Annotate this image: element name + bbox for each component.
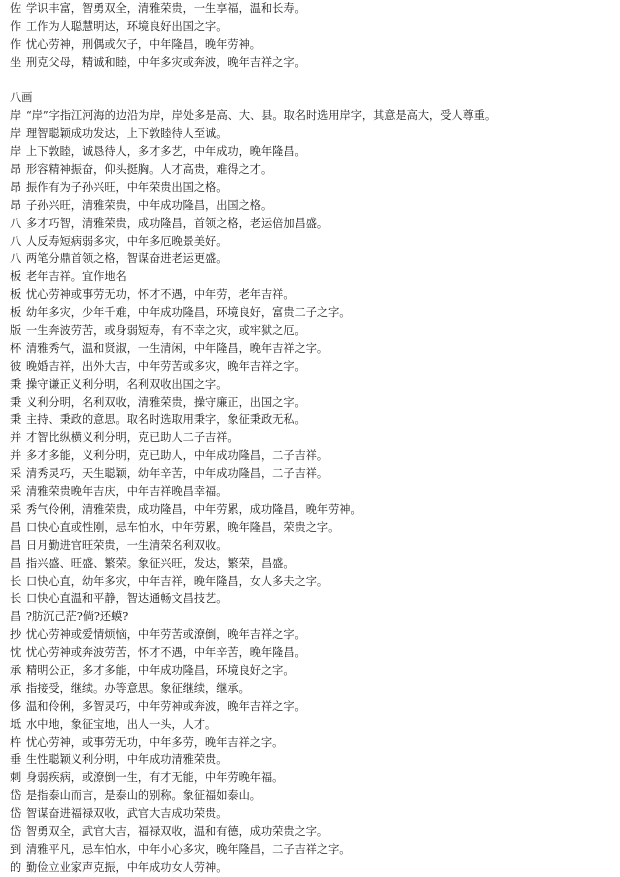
entry-line (10, 573, 616, 591)
entry-character: 采 (10, 502, 22, 516)
entry-text: 口快心直，幼年多灾，中年吉祥，晚年隆昌，女人多夫之字。 (26, 574, 329, 588)
entry-list-seven-strokes (10, 0, 616, 72)
entry-text: 工作为人聪慧明达，环境良好出国之字。 (26, 19, 228, 33)
entry-line (10, 680, 616, 698)
entry-line (10, 286, 616, 304)
entry-character: 岱 (10, 807, 22, 821)
entry-text: 清雅平凡，忌车怕水，中年小心多灾，晚年隆昌，二子吉祥之字。 (26, 842, 351, 856)
entry-character: 昂 (10, 163, 22, 177)
entry-text: 操守谦正义利分明，名利双收出国之字。 (26, 377, 228, 391)
entry-text: 多才巧智，清雅荣贵，成功隆昌，首领之格，老运倍加昌盛。 (26, 216, 329, 230)
entry-line (10, 859, 616, 877)
entry-text: 一生奔波劳苦，或身弱短寿，有不幸之灾，或牢狱之厄。 (26, 324, 306, 338)
entry-character: 秉 (10, 413, 22, 427)
entry-list-eight-strokes (10, 107, 616, 876)
entry-line (10, 483, 616, 501)
entry-line (10, 179, 616, 197)
entry-text: 幼年多灾，少年千难，中年成功隆昌，环境良好，富贵二子之字。 (26, 306, 351, 320)
entry-character: 八 (10, 234, 22, 248)
entry-line (10, 340, 616, 358)
entry-character: 的 (10, 860, 22, 874)
entry-line (10, 233, 616, 251)
entry-line (10, 805, 616, 823)
entry-character: 并 (10, 431, 22, 445)
entry-line (10, 0, 616, 18)
entry-text: 忧心劳神或事劳无功，怀才不遇，中年劳，老年吉祥。 (26, 288, 295, 302)
entry-character: 坐 (10, 55, 22, 69)
entry-text: 主持、秉政的意思。取名时选取用秉字，象征秉政无私。 (26, 413, 306, 427)
entry-character: 忱 (10, 646, 22, 660)
entry-line (10, 322, 616, 340)
entry-character: 秉 (10, 377, 22, 391)
entry-text: 忧心劳神或奔波劳苦，怀才不遇，中年辛苦，晚年隆昌。 (26, 646, 306, 660)
entry-text: 日月勤进官旺荣贵，一生清荣名利双收。 (26, 538, 228, 552)
entry-line (10, 751, 616, 769)
entry-text: 智谋奋进福禄双收，武官大吉成功荣贵。 (26, 807, 228, 821)
entry-line (10, 626, 616, 644)
entry-character: 彼 (10, 359, 22, 373)
entry-character: 秉 (10, 395, 22, 409)
entry-text: 清雅荣贵晚年吉庆，中年吉祥晚昌幸福。 (26, 485, 228, 499)
entry-line (10, 358, 616, 376)
entry-line (10, 197, 616, 215)
entry-line (10, 769, 616, 787)
entry-character: 岸 (10, 145, 22, 159)
entry-line (10, 268, 616, 286)
entry-text: 精明公正，多才多能，中年成功隆昌，环境良好之字。 (26, 663, 295, 677)
entry-character: 昌 (10, 610, 22, 624)
entry-character: 长 (10, 574, 22, 588)
entry-character: 板 (10, 288, 22, 302)
entry-line (10, 608, 616, 626)
entry-character: 侈 (10, 699, 22, 713)
entry-text: 生性聪颖义利分明，中年成功清雅荣贵。 (26, 753, 228, 767)
entry-character: 采 (10, 485, 22, 499)
entry-line (10, 394, 616, 412)
entry-line (10, 18, 616, 36)
entry-text: 指接受，继续。办等意思。象征继续，继承。 (26, 681, 250, 695)
entry-character: 昌 (10, 520, 22, 534)
document-page (10, 0, 616, 877)
entry-text: 子孙兴旺，清雅荣贵，中年成功隆昌，出国之格。 (26, 198, 273, 212)
entry-character: 岱 (10, 789, 22, 803)
entry-text: 忧心劳神，刑偶或欠子，中年隆昌，晚年劳神。 (26, 37, 261, 51)
entry-line (10, 250, 616, 268)
entry-character: 长 (10, 592, 22, 606)
entry-text: “岸”字指江河海的边沿为岸，岸处多是高、大、县。取名时选用岸字，其意是高大，受人尊重。 (26, 109, 497, 123)
entry-line (10, 304, 616, 322)
entry-text: 口快心直或性刚，忌车怕水，中年劳累，晚年隆昌，荣贵之字。 (26, 520, 340, 534)
entry-text: 水中地，象征宝地，出人一头，人才。 (26, 717, 217, 731)
entry-text: 口快心直温和平静，智达通畅文昌技艺。 (26, 592, 228, 606)
entry-text: 忧心劳神，或事劳无功，中年多劳，晚年吉祥之字。 (26, 735, 284, 749)
entry-text: 学识丰富，智勇双全，清雅荣贵，一生享福，温和长寿。 (26, 2, 306, 15)
entry-text: 晚婚吉祥，出外大吉，中年劳苦或多灾，晚年吉祥之字。 (26, 359, 306, 373)
entry-character: 昌 (10, 538, 22, 552)
entry-line (10, 125, 616, 143)
entry-line (10, 716, 616, 734)
entry-line (10, 590, 616, 608)
entry-text: 义利分明，名利双收，清雅荣贵，操守廉正，出国之字。 (26, 395, 306, 409)
entry-text: 身弱疾病，或潦倒一生，有才无能，中年劳晚年福。 (26, 771, 284, 785)
entry-line (10, 429, 616, 447)
entry-character: 承 (10, 663, 22, 677)
entry-text: 秀气伶俐，清雅荣贵，成功隆昌，中年劳累，成功隆昌，晚年劳神。 (26, 502, 362, 516)
entry-character: 抄 (10, 628, 22, 642)
entry-line (10, 36, 616, 54)
entry-character: 岱 (10, 824, 22, 838)
entry-text: 人反寿短病弱多灾，中年多厄晚景美好。 (26, 234, 228, 248)
entry-character: 岸 (10, 127, 22, 141)
entry-text: 温和伶俐，多智灵巧，中年劳神或奔波，晚年吉祥之字。 (26, 699, 306, 713)
entry-text: 两笔分鼎首领之格，智谋奋进老运更盛。 (26, 252, 228, 266)
entry-text: 忧心劳神或爱情烦恼，中年劳苦或潦倒，晚年吉祥之字。 (26, 628, 306, 642)
entry-line (10, 662, 616, 680)
entry-text: ?肪沉己茫?倘?还蟆? (26, 610, 129, 624)
entry-text: 振作有为子孙兴旺，中年荣贵出国之格。 (26, 180, 228, 194)
entry-character: 承 (10, 681, 22, 695)
entry-character: 并 (10, 449, 22, 463)
entry-text: 清秀灵巧，天生聪颖，幼年辛苦，中年成功隆昌，二子吉祥。 (26, 467, 329, 481)
entry-character: 板 (10, 306, 22, 320)
entry-character: 八 (10, 252, 22, 266)
entry-line (10, 734, 616, 752)
entry-text: 多才多能，义利分明，克已助人，中年成功隆昌，二子吉祥。 (26, 449, 329, 463)
entry-line (10, 447, 616, 465)
entry-text: 刑克父母，精诚和睦，中年多灾或奔波，晚年吉祥之字。 (26, 55, 306, 69)
entry-text: 理智聪颖成功发达，上下敦睦待人至诚。 (26, 127, 228, 141)
entry-line (10, 698, 616, 716)
entry-line (10, 161, 616, 179)
entry-text: 上下敦睦，诚恳待人，多才多艺，中年成功，晚年隆昌。 (26, 145, 306, 159)
entry-text: 勤俭立业家声克振，中年成功女人劳神。 (26, 860, 228, 874)
entry-line (10, 54, 616, 72)
entry-text: 指兴盛、旺盛、繁荣。象征兴旺，发达，繁荣，昌盛。 (26, 556, 295, 570)
entry-character: 佐 (10, 2, 22, 15)
entry-character: 岸 (10, 109, 22, 123)
entry-text: 老年吉祥。宜作地名 (26, 270, 127, 284)
entry-character: 板 (10, 270, 22, 284)
entry-line (10, 215, 616, 233)
entry-character: 作 (10, 37, 22, 51)
entry-line (10, 644, 616, 662)
entry-line (10, 143, 616, 161)
entry-text: 形容精神振奋，仰头挺胸。人才高贵，难得之才。 (26, 163, 273, 177)
entry-text: 清雅秀气，温和贤淑，一生清闲，中年隆昌，晚年吉祥之字。 (26, 341, 329, 355)
spacer (10, 72, 616, 90)
entry-character: 八 (10, 216, 22, 230)
entry-text: 智勇双全，武官大吉，福禄双收，温和有德，成功荣贵之字。 (26, 824, 329, 838)
entry-character: 刺 (10, 771, 22, 785)
entry-character: 昌 (10, 556, 22, 570)
entry-character: 杵 (10, 735, 22, 749)
entry-line (10, 841, 616, 859)
entry-line (10, 823, 616, 841)
entry-character: 采 (10, 467, 22, 481)
entry-line (10, 501, 616, 519)
entry-line (10, 519, 616, 537)
entry-character: 坻 (10, 717, 22, 731)
section-title: 八画 (10, 91, 33, 105)
entry-character: 版 (10, 324, 22, 338)
entry-line (10, 465, 616, 483)
entry-character: 昂 (10, 180, 22, 194)
entry-line (10, 107, 616, 125)
entry-character: 到 (10, 842, 22, 856)
entry-text: 是指泰山而言，是泰山的别称。象征福如泰山。 (26, 789, 261, 803)
entry-line (10, 787, 616, 805)
entry-character: 垂 (10, 753, 22, 767)
entry-text: 才智比纵横义利分明，克已助人二子吉祥。 (26, 431, 239, 445)
entry-line (10, 537, 616, 555)
entry-line (10, 376, 616, 394)
entry-character: 杯 (10, 341, 22, 355)
entry-line (10, 411, 616, 429)
entry-character: 作 (10, 19, 22, 33)
entry-character: 昂 (10, 198, 22, 212)
entry-line (10, 555, 616, 573)
